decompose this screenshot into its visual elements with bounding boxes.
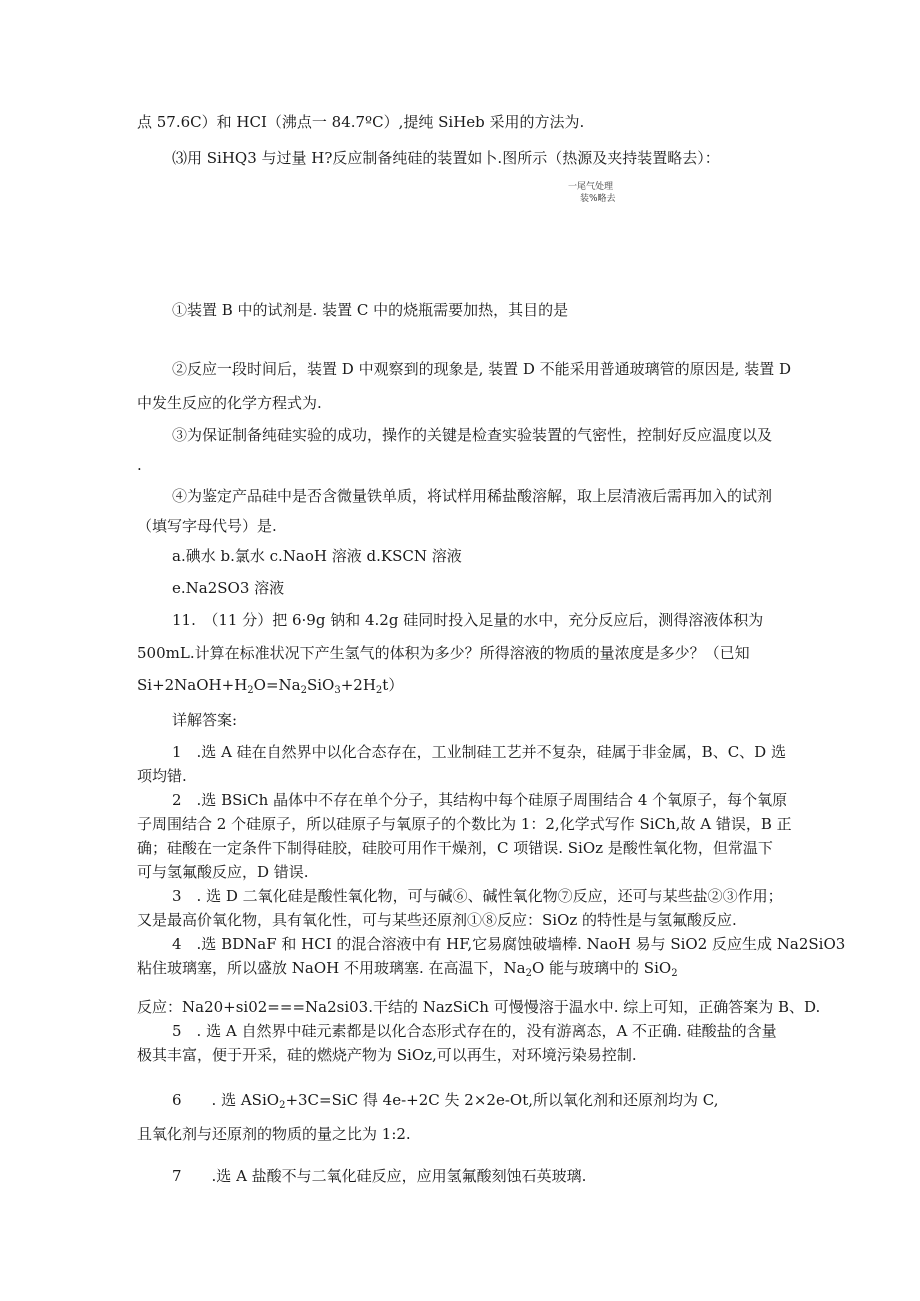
question-10-part3-intro: ⑶用 SiHQ3 与过量 H?反应制备纯硅的装置如卜.图所示（热源及夹持装置略去）： [172,149,720,167]
answer-5-line1: 5 . 选 A 自然界中硅元素都是以化合态形式存在的，没有游离态，A 不正确. 硅酸盐的含量 [172,1022,777,1040]
answer-1-line2: 项均错. [137,767,187,785]
answer-2-line3: 确；硅酸在一定条件下制得硅胶，硅胶可用作干燥剂，C 项错误. SiOz 是酸性氧化物，但常温下 [137,839,773,857]
answers-heading: 详解答案: [172,711,238,729]
figure-label-exhaust: 一尾气处理 [568,182,614,192]
answer-3-line2: 又是最高价氧化物，具有氧化性，可与某些还原剂①⑧反应：SiOz 的特性是与氢氟酸反应. [137,911,737,929]
question-10-part2-tail: 点 57.6C）和 HCI（沸点一 84.7ºC）,提纯 SiHeb 采用的方法为. [137,113,585,131]
answer-4-line2: 粘住玻璃塞，所以盛放 NaOH 不用玻璃塞. 在高温下，$Na_2O$ 能与玻璃中的 SiO$_2$ [137,959,678,979]
answer-3-line1: 3 . 选 D 二氧化硅是酸性氧化物，可与碱⑥、碱性氧化物⑦反应，还可与某些盐②③作用； [172,887,783,905]
answer-7: 7 .选 A 盐酸不与二氧化硅反应，应用氢氟酸刻蚀石英玻璃. [172,1167,587,1185]
answer-5-line2: 极其丰富，便于开采，硅的燃烧产物为 SiOz,可以再生，对环境污染易控制. [137,1046,637,1064]
question-11-line2: 500mL.计算在标准状况下产生氢气的体积为多少？所得溶液的物质的量浓度是多少？（已知 [137,644,750,662]
question-10-part3-item4-line1: ④为鉴定产品硅中是否含微量铁单质，将试样用稀盐酸溶解，取上层清液后需再加入的试剂 [172,487,773,505]
answer-6-line2: 且氧化剂与还原剂的物质的量之比为 1:2. [137,1125,411,1143]
figure-label-omitted: 装%略去 [580,194,616,204]
question-10-part3-item3-line2: . [137,456,142,474]
answer-6-line1: 6 . 选 ASiO$_2$+3C=SiC 得 4e-+2C 失 2×2e-Ot,所以氧化剂和还原剂均为 C, [172,1091,719,1111]
answer-4-line3: 反应：Na20+si02===Na2si03.干结的 NazSiCh 可慢慢溶于温水中. 综上可知，正确答案为 B、D. [137,998,821,1016]
question-11-line1: 11. （11 分）把 6·9g 钠和 4.2g 硅同时投入足量的水中，充分反应后，测得溶液体积为 [172,611,764,629]
answer-2-line2: 子周围结合 2 个硅原子，所以硅原子与氧原子的个数比为 1：2,化学式写作 SiCh,故 A 错误，B 正 [137,815,792,833]
question-10-part3-item2-line2: 中发生反应的化学方程式为. [137,394,322,412]
question-11-equation: $Si+2NaOH+H_2O=Na_2SiO_3+2H_2t$） [137,676,404,696]
reagent-options-line2: e.Na2SO3 溶液 [172,579,285,597]
reagent-options-line1: a.碘水 b.氯水 c.NaoH 溶液 d.KSCN 溶液 [172,547,462,565]
question-10-part3-item4-line2: （填写字母代号）是. [137,517,277,535]
question-10-part3-item1: ①装置 B 中的试剂是. 装置 C 中的烧瓶需要加热，其目的是 [172,301,569,319]
question-10-part3-item3-line1: ③为保证制备纯硅实验的成功，操作的关键是检查实验装置的气密性，控制好反应温度以及 [172,426,773,444]
answer-1-line1: 1 .选 A 硅在自然界中以化合态存在，工业制硅工艺并不复杂，硅属于非金属，B、C、D 选 [172,743,786,761]
answer-2-line1: 2 .选 BSiCh 晶体中不存在单个分子，其结构中每个硅原子周围结合 4 个氧原子，每个氧原 [172,791,788,809]
question-10-part3-item2-line1: ②反应一段时间后，装置 D 中观察到的现象是, 装置 D 不能采用普通玻璃管的原因是, 装置 D [172,360,791,378]
answer-4-line1: 4 .选 BDNaF 和 HCI 的混合溶液中有 HF,它易腐蚀破墙棒. NaoH 易与 SiO2 反应生成 Na2SiO3 [172,935,846,953]
answer-2-line4: 可与氢氟酸反应，D 错误. [137,863,309,881]
